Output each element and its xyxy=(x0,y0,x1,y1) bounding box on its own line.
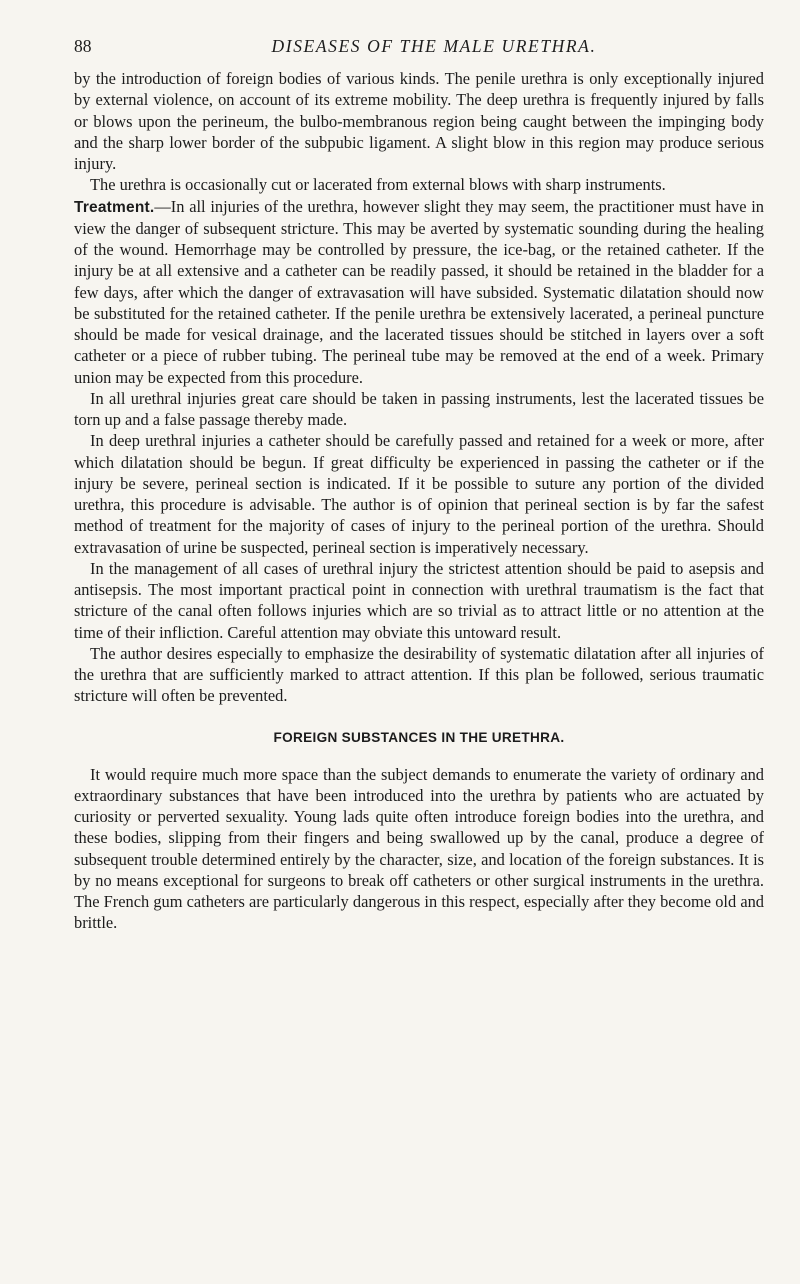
paragraph-continued: by the introduction of foreign bodies of various kinds. The penile urethra is only exceptionally injured by external violence, on account of its extreme mobility. The deep urethra is frequently injured by falls or blows upon the perineum, the bulbo-membranous region being caught between the impinging body and the sharp lower border of the subpubic ligament. A slight blow in this region may produce serious injury. xyxy=(74,69,764,173)
running-title: DISEASES OF THE MALE URETHRA. xyxy=(271,36,597,56)
paragraph-passing-instruments: In all urethral injuries great care should be taken in passing instruments, lest the lacerated tissues be torn up and a false passage thereby made. xyxy=(74,388,764,429)
treatment-paragraph xyxy=(74,196,764,388)
paragraph-deep-injuries: In deep urethral injuries a catheter should be carefully passed and retained for a week or more, after which dilatation should be begun. If great difficulty be experienced in passing the catheter or if the injury be severe, perineal section is indicated. If it be possible to suture any portion of the divided urethra, this procedure is advisable. The author is of opinion that perineal section is by far the safest method of treatment for the majority of cases of injury to the perineal portion of the urethra. Should extravasation of urine be suspected, perineal section is imperatively necessary. xyxy=(74,431,764,557)
paragraph-sharp-instruments: The urethra is occasionally cut or lacerated from external blows with sharp instruments. xyxy=(90,175,666,195)
paragraph-management: In the management of all cases of urethral injury the strictest attention should be paid to asepsis and antisepsis. The most important practical point in connection with urethral traumatism is the fact that stricture of the canal often follows injuries which are so trivial as to attract little or no attention at the time of their infliction. Careful attention may obviate this untoward result. xyxy=(74,558,764,642)
paragraph-foreign-bodies: It would require much more space than the subject demands to enumerate the variety of ordinary and extraordinary substances that have been introduced into the urethra by patients who are actuated by curiosity or perverted sexuality. Young lads quite often introduce foreign bodies into the urethra, and these bodies, slipping from their fingers and being swallowed up by the canal, produce a degree of subsequent trouble determined entirely by the character, size, and location of the foreign substances. It is by no means exceptional for surgeons to break off catheters or other surgical instruments in the urethra. The French gum catheters are particularly dangerous in this respect, especially after they become old and brittle. xyxy=(74,764,764,933)
treatment-text: —In all injuries of the urethra, however slight they may seem, the practitioner must have in view the danger of subsequent stricture. This may be averted by systematic sounding during the healing of the wound. Hemorrhage may be controlled by pressure, the ice-bag, or the retained catheter. If the injury be at all extensive and a catheter can be readily passed, it should be retained in the bladder for a few days, after which the danger of extravasation will have subsided. Systematic dilatation should now be substituted for the retained catheter. If the penile urethra be extensively lacerated, a perineal puncture should be made for vesical drainage, and the lacerated tissues should be stitched in layers over a soft catheter or a piece of rubber tubing. The perineal tube may be removed at the end of a week. Primary union may be expected from this procedure. xyxy=(74,196,764,387)
body-text xyxy=(74,68,764,934)
running-head xyxy=(74,34,764,58)
treatment-heading: Treatment. xyxy=(74,198,155,216)
page-number: 88 xyxy=(74,36,92,56)
paragraph-systematic-dilatation: The author desires especially to emphasize the desirability of systematic dilatation after all injuries of the urethra that are sufficiently marked to attract attention. If this plan be followed, serious traumatic stricture will often be prevented. xyxy=(74,643,764,706)
section-heading: FOREIGN SUBSTANCES IN THE URETHRA. xyxy=(273,729,565,745)
